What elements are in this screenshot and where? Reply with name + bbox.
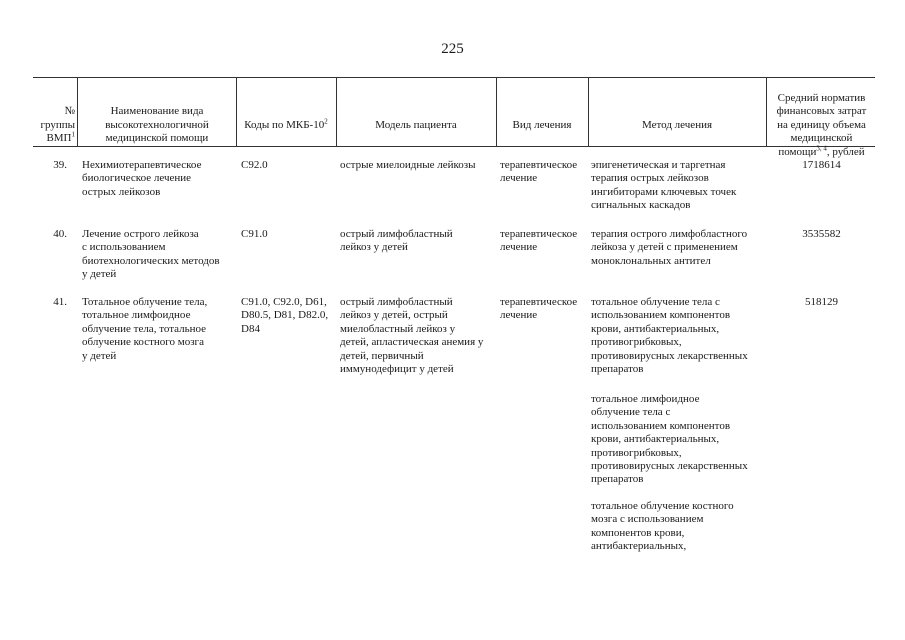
row-patient-model: острые миелоидные лейкозы (340, 159, 476, 171)
row-care-type: Тотальное облучение тела, тотальное лимфоидное облучение тела, тотальное облучение костного мозга у детей (82, 296, 208, 362)
row-treatment-method: терапия острого лимфобластного лейкоза у детей с применением моноклональных антител (591, 228, 748, 267)
row-group-number: 39. (53, 159, 67, 171)
row-treatment-method: тотальное лимфоидное облучение тела с использованием компонентов крови, антибактериальных, противогрибковых, противовирусных лекарственных препаратов (591, 393, 748, 486)
row-treatment-method: тотальное облучение тела с использованием компонентов крови, антибактериальных, противогрибковых, противовирусных лекарственных препаратов (591, 296, 748, 376)
column-divider (336, 77, 337, 147)
page-number: 225 (441, 41, 464, 57)
row-icd-codes: C91.0, C92.0, D61, D80.5, D81, D82.0, D84 (241, 296, 329, 335)
header-care-type: Наименование вида высокотехнологичной медицинской помощи (105, 105, 209, 145)
header-average-cost: Средний норматив финансовых затрат на единицу объема медицинской помощи$^{3, 4}$, рублей (776, 91, 867, 158)
row-patient-model: острый лимфобластный лейкоз у детей, острый миелобластный лейкоз у детей, апластическая анемия у детей, первичный иммунодефицит у детей (340, 296, 484, 376)
column-divider (588, 77, 589, 147)
row-treatment-type: терапевтическое лечение (500, 228, 578, 254)
column-divider (766, 77, 767, 147)
column-divider (496, 77, 497, 147)
row-average-cost: 518129 (805, 296, 838, 308)
row-group-number: 40. (53, 228, 67, 240)
column-divider (236, 77, 237, 147)
row-patient-model: острый лимфобластный лейкоз у детей (340, 228, 453, 254)
column-divider (77, 77, 78, 147)
header-treatment-type: Вид лечения (512, 118, 572, 131)
row-average-cost: 3535582 (802, 228, 841, 240)
row-group-number: 41. (53, 296, 67, 308)
header-icd-codes: Коды по МКБ-$10^2$ (244, 117, 328, 131)
row-average-cost: 1718614 (802, 159, 841, 171)
row-treatment-method: эпигенетическая и таргетная терапия острых лейкозов ингибиторами ключевых точек сигнальных каскадов (591, 159, 737, 212)
row-treatment-method: тотальное облучение костного мозга с использованием компонентов крови, антибактериальных, (591, 500, 734, 553)
header-treatment-method: Метод лечения (641, 118, 713, 131)
row-care-type: Лечение острого лейкоза с использованием биотехнологических методов у детей (82, 228, 220, 281)
row-treatment-type: терапевтическое лечение (500, 296, 578, 322)
table-top-rule (33, 77, 875, 78)
row-treatment-type: терапевтическое лечение (500, 159, 578, 185)
row-icd-codes: C91.0 (241, 228, 268, 240)
header-group-number: № группы ВМП$^1$ (40, 105, 75, 145)
row-icd-codes: C92.0 (241, 159, 268, 171)
row-care-type: Нехимиотерапевтическое биологическое лечение острых лейкозов (82, 159, 202, 198)
header-patient-model: Модель пациента (375, 118, 457, 131)
